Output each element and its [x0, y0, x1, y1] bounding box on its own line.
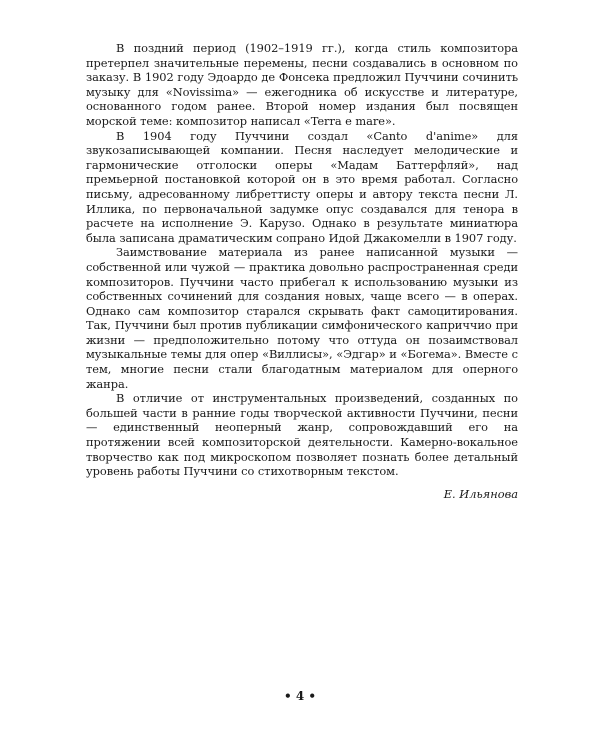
- paragraph-1: В поздний период (1902–1919 гг.), когда стиль композитора претерпел значительные перемены, песни создавались в основном по заказу. В 1902 году Эдоардо де Фонсека предложил Пуччини сочинить музыку для «Novissima» — ежегодника об искусстве и литературе, основанного годом ранее. Второй номер издания был посвящен морской теме: композитор написал «Terra e mare».: [86, 41, 518, 128]
- paragraph-2: В 1904 году Пуччини создал «Canto d'anime» для звукозаписывающей компании. Песня наследует мелодические и гармонические отголоски оперы «Мадам Баттерфляй», над премьерной постановкой которой он в это время работал. Согласно письму, адресованному либреттисту оперы и автору текста песни Л. Иллика, по первоначальной задумке опус создавался для тенора в расчете на исполнение Э. Карузо. Однако в результате миниатюра была записана драматическим сопрано Идой Джакомелли в 1907 году.: [86, 128, 518, 245]
- paragraph-4: В отличие от инструментальных произведений, созданных по большей части в ранние годы творческой активности Пуччини, песни — единственный неоперный жанр, сопровождавший его на протяжении всей композиторской деятельности. Камерно-вокальное творчество как под микроскопом позволяет познать более детальный уровень работы Пуччини со стихотворным текстом.: [86, 391, 518, 479]
- body-text: [86, 41, 518, 501]
- page-number: • 4 •: [283, 689, 317, 703]
- paragraph-3: Заимствование материала из ранее написанной музыки — собственной или чужой — практика довольно распространенная среди композиторов. Пуччини часто прибегал к использованию музыки из собственных сочинений для создания новых, чаще всего — в операх. Однако сам композитор старался скрывать факт самоцитирования. Так, Пуччини был против публикации симфонического каприччио при жизни — предположительно потому что оттуда он позаимствовал музыкальные темы для опер «Виллисы», «Эдгар» и «Богема». Вместе с тем, многие песни стали благодатным материалом для оперного жанра.: [86, 245, 518, 391]
- author-signature: Е. Ильянова: [443, 486, 518, 501]
